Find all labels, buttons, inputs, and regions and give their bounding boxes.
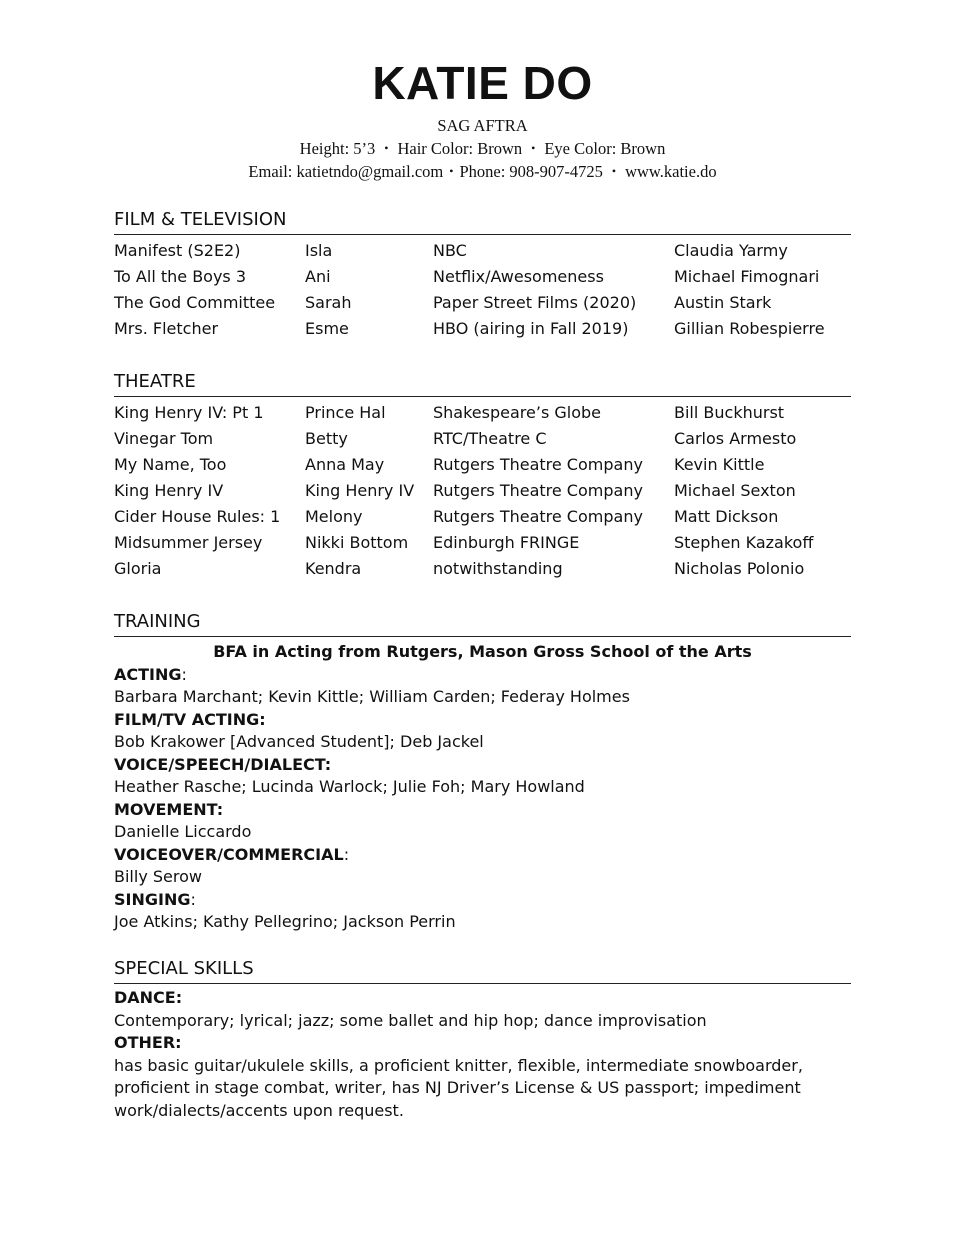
phone: Phone: 908-907-4725 [459,162,603,181]
table-row [114,530,851,556]
label-colon: : [181,664,187,684]
height: Height: 5’3 [299,139,376,158]
degree: BFA in Acting from Rutgers, Mason Gross School of the Arts [213,642,752,661]
movement-label: MOVEMENT: [114,799,224,819]
company: Edinburgh FRINGE [433,533,580,552]
company: HBO (airing in Fall 2019) [433,319,629,338]
training-heading: TRAINING [114,611,851,637]
film-tv-heading: FILM & TELEVISION [114,209,851,235]
separator-dot: • [384,141,389,155]
company: RTC/Theatre C [433,429,547,448]
filmtv-teachers: Bob Krakower [Advanced Student]; Deb Jackel [114,732,484,751]
director: Carlos Armesto [674,429,797,448]
table-row [114,290,851,316]
separator-dot: • [611,164,617,178]
skills-block [114,987,851,1122]
skills-heading: SPECIAL SKILLS [114,958,851,984]
project-title: To All the Boys 3 [114,267,247,286]
project-title: Mrs. Fletcher [114,319,219,338]
company: notwithstanding [433,559,563,578]
project-title: Midsummer Jersey [114,533,263,552]
company: Rutgers Theatre Company [433,481,643,500]
project-title: Manifest (S2E2) [114,241,241,260]
label-colon: : [343,844,350,864]
singing-teachers: Joe Atkins; Kathy Pellegrino; Jackson Perrin [114,912,456,931]
director: Gillian Robespierre [674,319,825,338]
acting-label-line [114,664,851,687]
other-label: OTHER: [114,1033,182,1052]
director: Nicholas Polonio [674,559,805,578]
role: Ani [305,267,331,286]
theatre-table [114,400,851,582]
table-row [114,504,851,530]
other-skills: has basic guitar/ukulele skills, a proficient knitter, flexible, intermediate snowboarder, proficient in stage combat, writer, has NJ Driver’s License & US passport; impediment work/dialects/accents upon request. [114,1055,803,1120]
voiceover-label-line [114,844,851,867]
project-title: The God Committee [114,293,276,312]
voiceover-teachers: Billy Serow [114,867,202,886]
role: Betty [305,429,348,448]
table-row [114,426,851,452]
email: Email: katietndo@gmail.com [248,162,444,181]
director: Austin Stark [674,293,772,312]
contact-line [114,160,851,183]
actor-name: KATIE DO [372,57,593,109]
hair-color: Hair Color: Brown [397,139,523,158]
acting-teachers: Barbara Marchant; Kevin Kittle; William Carden; Federay Holmes [114,687,630,706]
director: Matt Dickson [674,507,779,526]
company: Paper Street Films (2020) [433,293,637,312]
company: Shakespeare’s Globe [433,403,601,422]
separator-dot: • [531,141,536,155]
voice-teachers: Heather Rasche; Lucinda Warlock; Julie Foh; Mary Howland [114,777,585,796]
company: Netflix/Awesomeness [433,267,604,286]
movement-teachers: Danielle Liccardo [114,822,252,841]
website: www.katie.do [625,162,717,181]
project-title: King Henry IV [114,481,224,500]
table-row [114,556,851,582]
training-block [114,641,851,934]
company: NBC [433,241,467,260]
table-row [114,452,851,478]
project-title: King Henry IV: Pt 1 [114,403,264,422]
role: King Henry IV [305,481,415,500]
union-line: SAG AFTRA [437,116,528,135]
film-tv-table [114,238,851,342]
director: Michael Sexton [674,481,796,500]
voice-label: VOICE/SPEECH/DIALECT: [114,754,332,774]
separator-dot: • [449,164,454,178]
table-row [114,264,851,290]
project-title: My Name, Too [114,455,227,474]
eye-color: Eye Color: Brown [544,139,666,158]
project-title: Gloria [114,559,162,578]
project-title: Cider House Rules: 1 [114,507,281,526]
company: Rutgers Theatre Company [433,507,643,526]
stats-line [114,137,851,160]
company: Rutgers Theatre Company [433,455,643,474]
label-colon: : [190,889,196,909]
table-row [114,478,851,504]
director: Michael Fimognari [674,267,820,286]
table-row [114,400,851,426]
filmtv-label: FILM/TV ACTING: [114,709,266,729]
singing-label: SINGING [114,889,191,909]
table-row [114,316,851,342]
role: Nikki Bottom [305,533,409,552]
dance-label: DANCE: [114,988,183,1007]
theatre-heading: THEATRE [114,371,851,397]
director: Kevin Kittle [674,455,765,474]
role: Isla [305,241,333,260]
acting-label: ACTING [114,664,182,684]
role: Anna May [305,455,385,474]
role: Sarah [305,293,352,312]
director: Stephen Kazakoff [674,533,814,552]
table-row [114,238,851,264]
dance-skills: Contemporary; lyrical; jazz; some ballet and hip hop; dance improvisation [114,1010,707,1030]
role: Esme [305,319,349,338]
project-title: Vinegar Tom [114,429,214,448]
role: Melony [305,507,363,526]
voiceover-label: VOICEOVER/COMMERCIAL [114,844,344,864]
director: Claudia Yarmy [674,241,788,260]
director: Bill Buckhurst [674,403,785,422]
singing-label-line [114,889,851,912]
role: Kendra [305,559,362,578]
role: Prince Hal [305,403,386,422]
